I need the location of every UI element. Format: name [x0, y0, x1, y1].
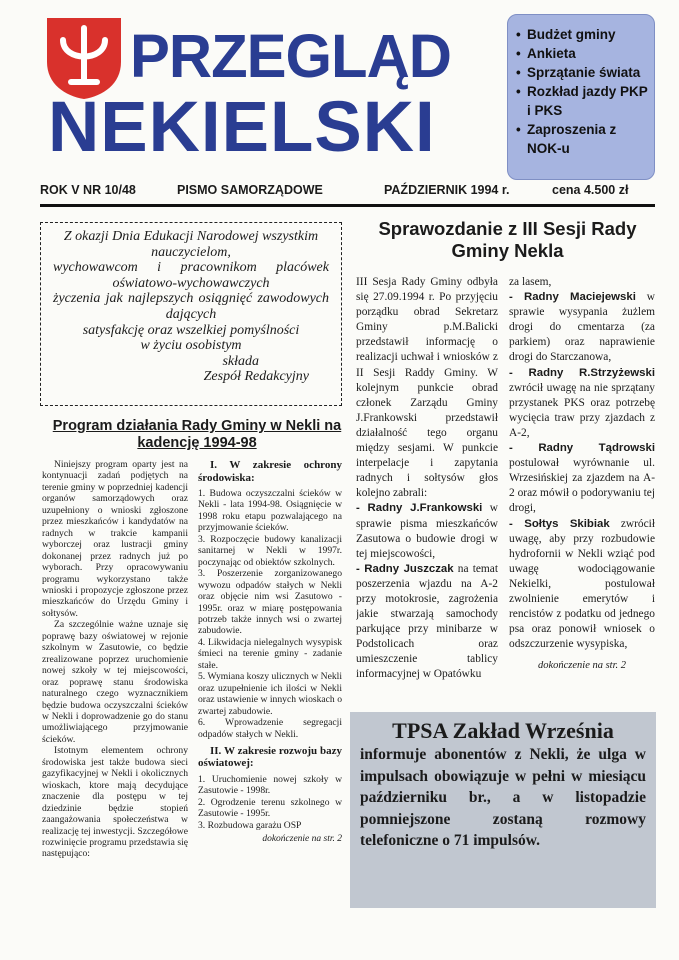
greeting-line: satysfakcję oraz wszelkiej pomyślności	[82, 322, 300, 338]
greeting-line: oświatowo-wychowawczych	[112, 275, 270, 291]
program-list-item: 3. Rozbudowa garażu OSP	[198, 819, 302, 831]
report-continued-note: dokończenie na str. 2	[537, 660, 627, 672]
greeting-line: w życiu osobistym	[140, 338, 242, 354]
issue-date: PAŹDZIERNIK 1994 r.	[384, 183, 510, 197]
report-paragraph: - Sołtys Skibiak zwrócił uwagę, aby przy rozbudowie hydrofornii w Nekli wziąć pod uwagę wodociągowanie Nekielki, postulował zwolnienie emerytów i rencistów z podatku od jednego psa oraz ponowił wniosek o odszczurzenie wysypiska,	[509, 517, 655, 651]
report-paragraph: - Radny Maciejewski w sprawie wysypania żużlem drogi do cmentarza (za parkiem) oraz naprawienie drogi do Starczanowa,	[509, 291, 655, 364]
program-paragraph: Niniejszy program oparty jest na kontynuacji zadań podjętych na terenie gminy w poprzedniej kadencji organów samorządowych oraz uzupełniony o wnioski zgłoszone przez mieszkańców i kandydatów na radnych w trakcie kampanii wyborczej oraz lustracji gminy dokonanej przez radnych już po wyborach. Przy opracowywaniu programu wykorzystano także wnioski i propozycje zgłoszone przez mieszkańców do Urzędu Gminy i sołtysów.	[42, 459, 188, 619]
program-paragraph: Za szczególnie ważne uznaje się poprawę bazy oświatowej w rejonie szkolnym w Zasutowie, co będzie zrealizowane poprzez uruchomienie nowej szkoły w tej miejscowości, oraz poprawę stanu środowiska naturalnego czego wyznacznikiem będzie budowa oczyszczalni ścieków w Nekli i doprowadzenie go do stanu umożliwiającego przyjmowanie ścieków.	[42, 619, 188, 745]
toc-item: • Ankieta	[516, 44, 648, 63]
greeting-box	[40, 222, 342, 406]
report-paragraph: - Radny Tądrowski postulował wyrównanie ul. Wrzesińskiej za zjazdem na A-2 oraz mówił o podorywaniu tej drogi,	[509, 442, 655, 515]
program-list-item: 3. Rozpoczęcie budowy kanalizacji sanitarnej w Nekli w 1997r. poczynając od obiektów szkolnych.	[198, 533, 342, 568]
greeting-signature: Zespół Redakcyjny	[203, 369, 309, 385]
report-paragraph: III Sesja Rady Gminy odbyła się 27.09.1994 r. Po przyjęciu porządku obrad Sekretarz Gminy p.M.Balicki przedstawił informację o realizacji uchwał i wniosków z II Sesji Raddy Gminy. W kolejnym punkcie obrad członek Zarządu Gminy J.Frankowski przedstawił działalność tego organu między sesjami. W punkcie interpelacje i zapytania radnych i sołtysów głos kolejno zabrali:	[356, 276, 498, 500]
program-section-heading: II. W zakresie rozwoju bazy oświatowej:	[198, 744, 342, 770]
greeting-line: Z okazji Dnia Edukacji Narodowej wszystkim nauczycielom,	[63, 229, 319, 260]
councillor-name: - Radny Maciejewski	[509, 291, 636, 304]
program-list-item: 2. Ogrodzenie terenu szkolnego w Zasutowie - 1995r.	[198, 796, 342, 820]
table-of-contents-box	[507, 14, 655, 180]
report-article-title: Sprawozdanie z III Sesji Rady Gminy Nekla	[378, 218, 637, 261]
issue-type: PISMO SAMORZĄDOWE	[177, 183, 323, 197]
program-list-item: 3. Poszerzenie zorganizowanego wywozu odpadów stałych w Nekli oraz objęcie nim wsi Zasutowo - 1995r. oraz w miarę postępowania potrzeb także innych wsi o zwartej zabudowie.	[198, 568, 342, 637]
masthead-title-line2: NEKIELSKI	[48, 88, 436, 167]
greeting-line: składa	[222, 353, 259, 369]
toc-item: • Zaproszenia z NOK-u	[516, 120, 648, 158]
tpsa-notice-body: informuje abonentów z Nekli, że ulga w impulsach obowiązuje w pełni w miesiącu październiku br., a w listopadzie pomniejszone zostaną rozmowy telefoniczne o 71 impulsów.	[360, 746, 646, 849]
issue-price: cena 4.500 zł	[552, 183, 629, 197]
councillor-name: - Radny J.Frankowski	[356, 502, 483, 515]
report-paragraph: - Radny R.Strzyżewski zwrócił uwagę na nie sprzątany przystanek PKS oraz potrzebę wycięcia traw przy zjazdach z A-2,	[509, 366, 655, 439]
program-continued-note: dokończenie na str. 2	[262, 834, 342, 845]
program-article-title: Program działania Rady Gminy w Nekli na kadencję 1994-98	[52, 418, 342, 451]
toc-item: • Budżet gminy	[516, 25, 648, 44]
report-column-1	[356, 275, 498, 705]
program-section-heading: I. W zakresie ochrony środowiska:	[198, 459, 342, 484]
issue-number: ROK V NR 10/48	[40, 183, 136, 197]
report-paragraph: za lasem,	[509, 276, 552, 288]
councillor-name: - Radny Tądrowski	[509, 442, 655, 455]
masthead-title-line1: PRZEGLĄD	[130, 22, 451, 90]
program-column-2	[198, 459, 342, 904]
report-paragraph: - Radny J.Frankowski w sprawie pisma mieszkańców Zasutowa o budowie drogi w tej miejscowości,	[356, 502, 498, 560]
program-paragraph: Istotnym elementem ochrony środowiska jest także budowa sieci gazyfikacyjnej w Nekli i okolicznych wioskach, ktore mają decydujące znaczenie dla postępu w tej dziedzinie będzie stopień zaangażowania społeczeństwa w realizację tej inwestycji. Szczegółowe rozwinięcie programu przedstawia się następująco:	[42, 745, 188, 860]
toc-item: • Rozkład jazdy PKP i PKS	[516, 82, 648, 120]
program-list-item: 1. Uruchomienie nowej szkoły w Zasutowie - 1998r.	[198, 773, 342, 797]
toc-item: • Sprzątanie świata	[516, 63, 648, 82]
program-column-1	[42, 459, 188, 907]
greeting-line: życzenia jak najlepszych osiągnięć zawodowych	[53, 291, 329, 307]
councillor-name: - Sołtys Skibiak	[509, 517, 610, 530]
tpsa-notice-box	[350, 712, 656, 908]
header-divider	[40, 204, 655, 207]
program-list-item: 1. Budowa oczyszczalni ścieków w Nekli - lata 1994-98. Osiągnięcie w 1998 roku etapu pozwalającego na przyjmowanie ścieków.	[198, 488, 342, 534]
tpsa-notice-title: TPSA Zakład Września	[392, 718, 614, 743]
program-list-item: 6. Wprowadzenie segregacji odpadów stałych w Nekli.	[198, 717, 342, 740]
councillor-name: - Radny R.Strzyżewski	[509, 366, 655, 379]
program-list-item: 4. Likwidacja nielegalnych wysypisk śmieci na terenie gminy - zadanie stałe.	[198, 636, 342, 671]
report-column-2	[509, 275, 655, 715]
greeting-line: dających	[165, 306, 217, 322]
greeting-line: wychowawcom i pracownikom placówek	[53, 260, 329, 276]
report-paragraph: - Radny Juszczak na temat poszerzenia wjazdu na A-2 przy motokrosie, zagrożenia jakie stwarzają samochody parkujące przy minibarze w Podstolicach oraz umieszczenie tablicy informacyjnej w Opatówku	[356, 562, 498, 681]
program-list-item: 5. Wymiana koszy ulicznych w Nekli oraz uzupełnienie ich ilości w Nekli oraz ustawienie w innych wioskach o zwartej zabudowie.	[198, 671, 342, 717]
councillor-name: - Radny Juszczak	[356, 562, 454, 575]
issue-info-bar	[40, 183, 660, 203]
